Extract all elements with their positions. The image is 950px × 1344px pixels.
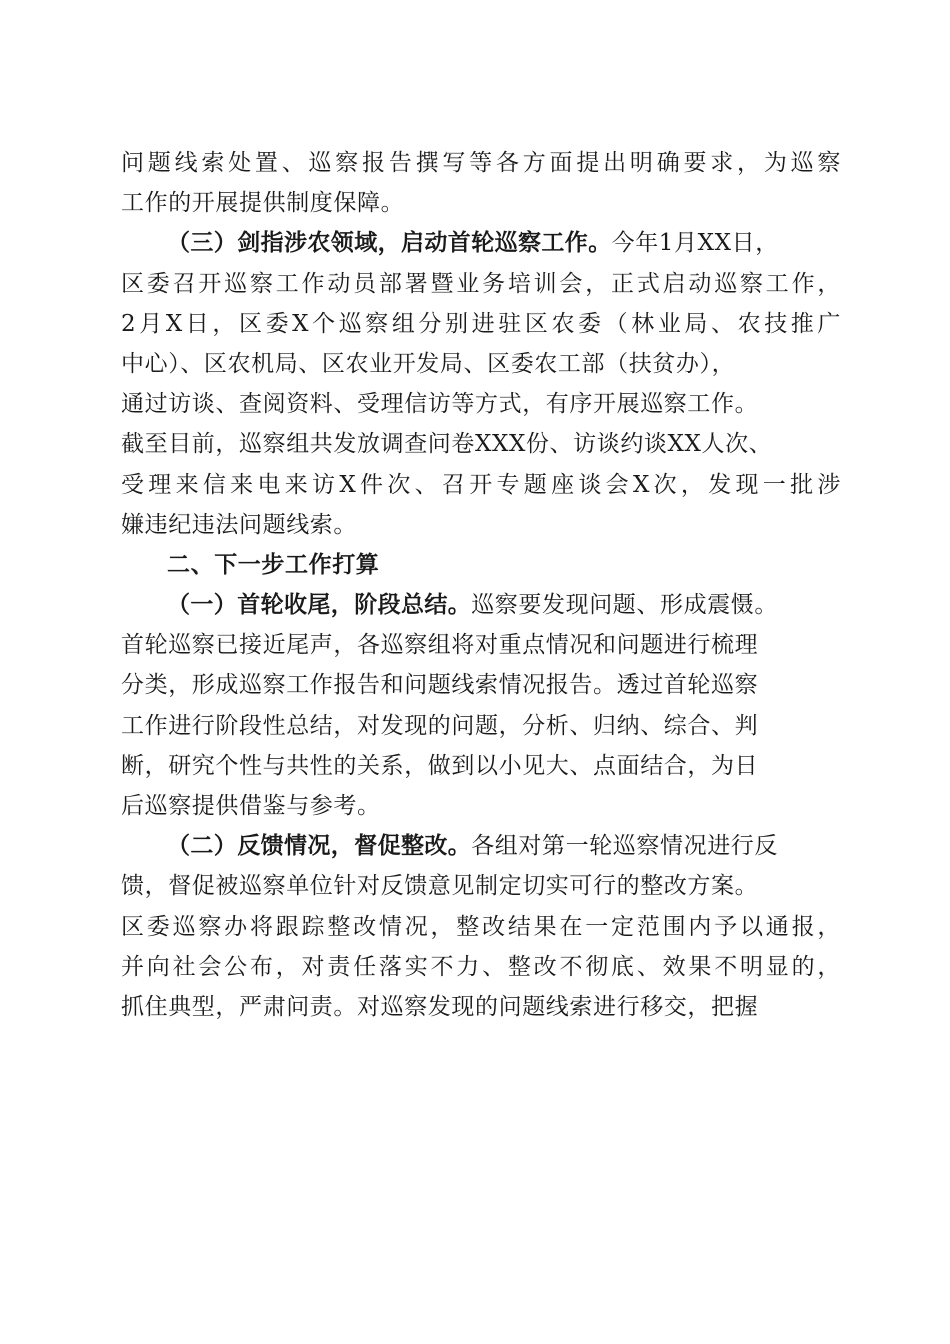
- paragraph-lead: （三）剑指涉农领域，启动首轮巡察工作。: [167, 230, 612, 257]
- paragraph-1: [121, 143, 841, 223]
- text-line: [121, 826, 841, 866]
- paragraph-lead-rest: 今年1月XX日，: [611, 230, 779, 257]
- text-line: 后巡察提供借鉴与参考。: [121, 793, 381, 819]
- text-line: 抓住典型，严肃问责。对巡察发现的问题线索进行移交，把握: [121, 993, 759, 1020]
- text-line: 2月X日，区委X个巡察组分别进驻区农委（林业局、农技推广: [121, 310, 841, 337]
- text-line: 截至目前，巡察组共发放调查问卷XXX份、访谈约谈XX人次、: [121, 431, 773, 458]
- paragraph-lead-rest: 各组对第一轮巡察情况进行反: [471, 833, 779, 860]
- text-line: 工作的开展提供制度保障。: [121, 190, 405, 217]
- text-line: 首轮巡察已接近尾声，各巡察组将对重点情况和问题进行梳理: [121, 632, 759, 659]
- paragraph-3: [121, 585, 841, 826]
- text-line: 馈，督促被巡察单位针对反馈意见制定切实可行的整改方案。: [121, 873, 759, 900]
- text-line: 区委巡察办将跟踪整改情况，整改结果在一定范围内予以通报，: [121, 913, 841, 940]
- text-line: [121, 223, 841, 263]
- text-line: 分类，形成巡察工作报告和问题线索情况报告。透过首轮巡察: [121, 672, 759, 699]
- document-body: [121, 143, 841, 1027]
- paragraph-4: [121, 826, 841, 1027]
- paragraph-lead: （二）反馈情况，督促整改。: [167, 833, 472, 860]
- paragraph-lead-rest: 巡察要发现问题、形成震慑。: [471, 592, 779, 619]
- text-line: 问题线索处置、巡察报告撰写等各方面提出明确要求，为巡察: [121, 150, 841, 176]
- text-line: 嫌违纪违法问题线索。: [121, 511, 357, 538]
- text-line: 工作进行阶段性总结，对发现的问题，分析、归纳、综合、判: [121, 712, 759, 739]
- text-line: 受理来信来电来访X件次、召开专题座谈会X次，发现一批涉: [121, 471, 841, 498]
- text-line: 并向社会公布，对责任落实不力、整改不彻底、效果不明显的，: [121, 953, 841, 980]
- text-line: 区委召开巡察工作动员部署暨业务培训会，正式启动巡察工作，: [121, 270, 841, 297]
- text-line: 断，研究个性与共性的关系，做到以小见大、点面结合，为日: [121, 752, 759, 779]
- section-heading: 二、下一步工作打算: [167, 551, 380, 578]
- text-line: 中心）、区农机局、区农业开发局、区委农工部（扶贫办），: [121, 350, 736, 377]
- text-line: [121, 585, 841, 625]
- paragraph-lead: （一）首轮收尾，阶段总结。: [167, 592, 472, 619]
- text-line: 通过访谈、查阅资料、受理信访等方式，有序开展巡察工作。: [121, 391, 759, 418]
- paragraph-2: [121, 223, 841, 545]
